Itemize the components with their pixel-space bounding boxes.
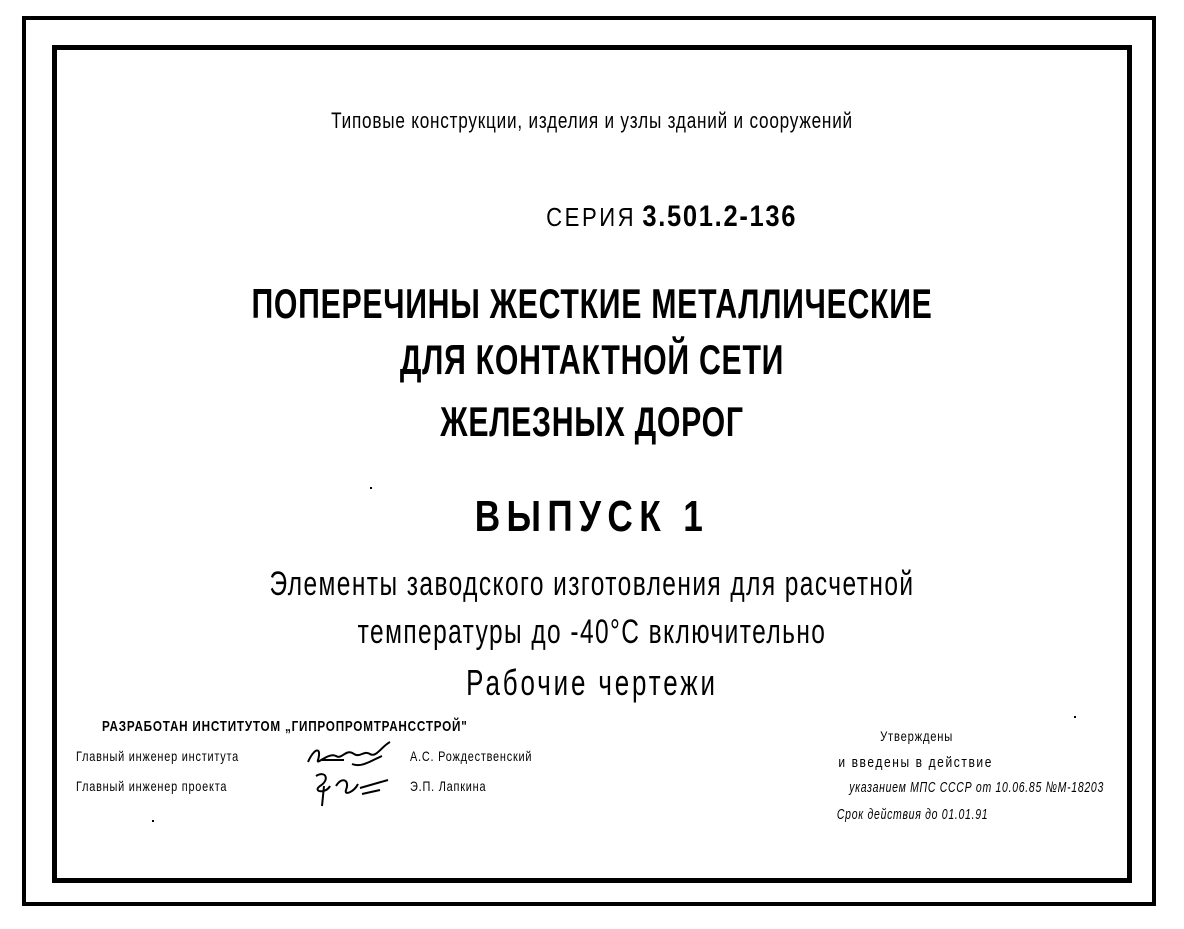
series-label: СЕРИЯ: [546, 202, 637, 232]
speck: [1074, 716, 1076, 718]
subtitle-line-1: Элементы заводского изготовления для расчетной: [269, 565, 915, 603]
series-line: [0, 200, 1184, 234]
approval-line-3: указанием МПС СССР от 10.06.85 №М-18203: [849, 779, 1104, 796]
approval-line-4: Срок действия до 01.01.91: [836, 806, 988, 823]
staff-role: Главный инженер проекта: [76, 778, 228, 794]
speck: [152, 820, 154, 822]
staff-name: Э.П. Лапкина: [410, 778, 487, 794]
signature-image: [302, 766, 402, 810]
series-wrap: [546, 200, 797, 234]
series-number: 3.501.2-136: [642, 200, 798, 233]
subtitle-line-2: температуры до -40°С включительно: [357, 613, 827, 651]
title-line-1: ПОПЕРЕЧИНЫ ЖЕСТКИЕ МЕТАЛЛИЧЕСКИЕ: [251, 280, 933, 327]
document-header: Типовые конструкции, изделия и узлы зданий и сооружений: [331, 108, 853, 133]
title-line-3: ЖЕЛЕЗНЫХ ДОРОГ: [440, 398, 744, 445]
approval-line-1: Утверждены: [879, 728, 953, 744]
staff-role: Главный инженер института: [76, 748, 240, 764]
staff-name: А.С. Рождественский: [410, 748, 533, 764]
developer-header: РАЗРАБОТАН ИНСТИТУТОМ „ГИПРОПРОМТРАНССТРОЙ": [102, 718, 468, 735]
speck: [370, 487, 372, 489]
title-line-2: ДЛЯ КОНТАКТНОЙ СЕТИ: [399, 336, 785, 383]
subtitle-line-3: Рабочие чертежи: [466, 662, 718, 703]
approval-line-2: и введены в действие: [838, 754, 993, 771]
issue-number: ВЫПУСК 1: [474, 492, 710, 541]
